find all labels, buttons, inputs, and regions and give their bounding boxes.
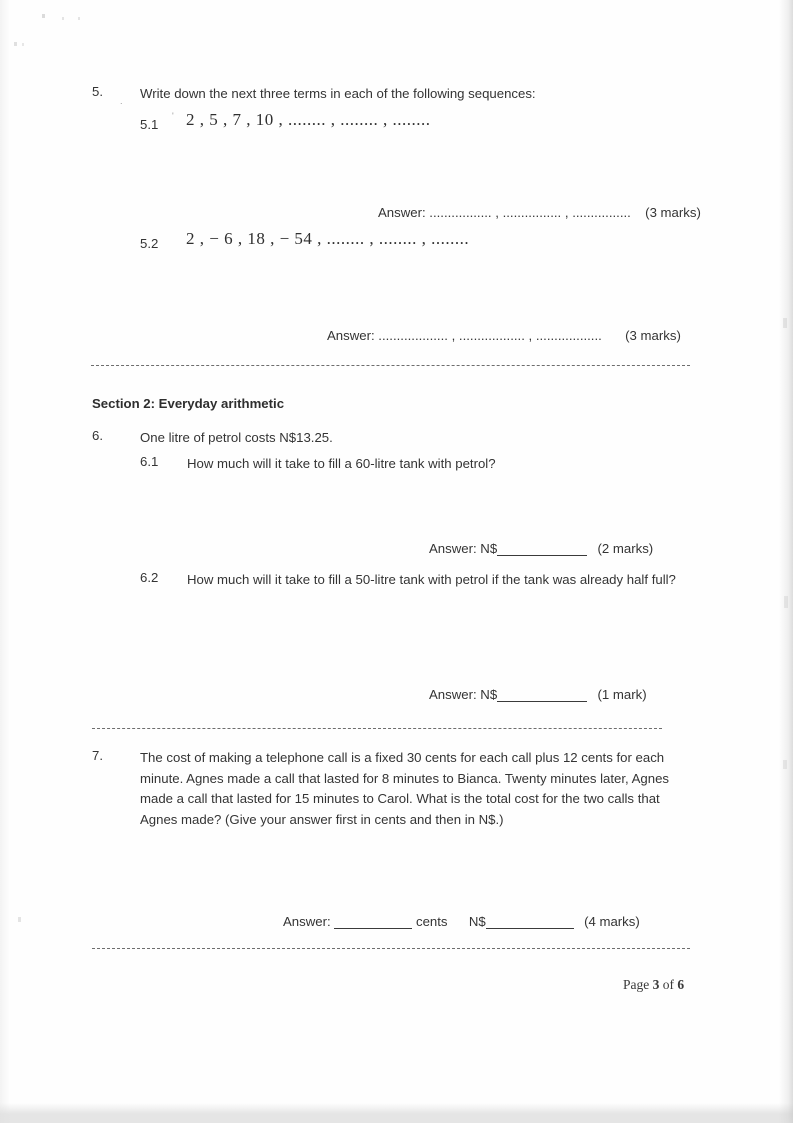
question-7-answer-blank-cents[interactable] [334,915,412,929]
question-5-2-answer-label: Answer: ................... , .................. , .................. [327,328,602,343]
section-2-heading: Section 2: Everyday arithmetic [92,396,285,411]
question-5-1-answer-line [378,205,701,220]
question-5-number: 5. [92,84,103,99]
question-6-prompt: One litre of petrol costs N$13.25. [140,430,333,445]
question-5-2-number: 5.2 [140,236,159,251]
question-6-1-answer-line [429,541,653,556]
scan-edge-left [0,0,10,1123]
page-label-prefix: Page [623,977,650,992]
question-5-2-sequence: 2 , − 6 , 18 , − 54 , ........ , ........ , ........ [186,229,470,248]
scan-speck [78,17,80,20]
question-6-1-number: 6.1 [140,454,159,469]
question-6-1-answer-prefix: Answer: N$ [429,541,498,556]
scan-edge-right [779,0,793,1123]
question-6-1-prompt: How much will it take to fill a 60-litre tank with petrol? [187,456,496,471]
scan-artifact-tick: ' [172,111,174,121]
question-5-prompt: Write down the next three terms in each of the following sequences: [140,86,536,101]
scan-speck [784,596,788,608]
scan-speck [18,917,21,922]
question-5-1-marks: (3 marks) [645,205,701,220]
page-label-middle: of [662,977,674,992]
scan-artifact-dot: . [120,96,123,106]
question-6-2-answer-blank[interactable] [497,688,587,702]
question-6-2-number: 6.2 [140,570,159,585]
question-6-2-marks: (1 mark) [597,687,647,702]
question-7-marks: (4 marks) [584,914,640,929]
question-6-1-marks: (2 marks) [597,541,654,556]
question-5-1-sequence: 2 , 5 , 7 , 10 , ........ , ........ , ........ [186,110,431,129]
scan-speck [783,760,787,769]
question-6-2-answer-prefix: Answer: N$ [429,687,498,702]
question-6-number: 6. [92,428,103,443]
question-7-answer-line [283,914,640,929]
section-divider-3 [92,948,690,949]
section-divider-1 [91,365,690,366]
scan-speck [783,318,787,328]
scan-speck [42,14,45,18]
question-7-unit-dollars: N$ [468,914,486,929]
question-7-number: 7. [92,748,103,763]
page-footer [623,977,684,993]
question-7-answer-prefix: Answer: [283,914,331,929]
question-5-1-answer-label: Answer: ................. , ................ , ................ [378,205,631,220]
question-5-1-number: 5.1 [140,117,159,132]
page-total: 6 [677,977,685,992]
scan-speck [14,42,17,46]
question-6-2-answer-line [429,687,647,702]
section-divider-2 [92,728,662,729]
question-7-prompt: The cost of making a telephone call is a fixed 30 cents for each call plus 12 cents for each minute. Agnes made a call that lasted for 8 minutes to Bianca. Twenty minutes later, Agnes made a call that lasted for 15 minutes to Carol. What is the total cost for the two calls that Agnes made? (Give your answer first in cents and then in N$.) [140,750,670,827]
scan-edge-bottom [0,1103,793,1123]
question-7-answer-blank-dollars[interactable] [486,915,574,929]
question-6-1-answer-blank[interactable] [497,542,587,556]
question-6-2-prompt: How much will it take to fill a 50-litre tank with petrol if the tank was already half full? [187,572,676,587]
question-5-2-answer-line [327,328,681,343]
question-5-2-marks: (3 marks) [625,328,681,343]
scan-speck [62,17,64,20]
question-7-unit-cents: cents [415,914,448,929]
scan-speck [22,43,24,46]
page-number: 3 [652,977,660,992]
